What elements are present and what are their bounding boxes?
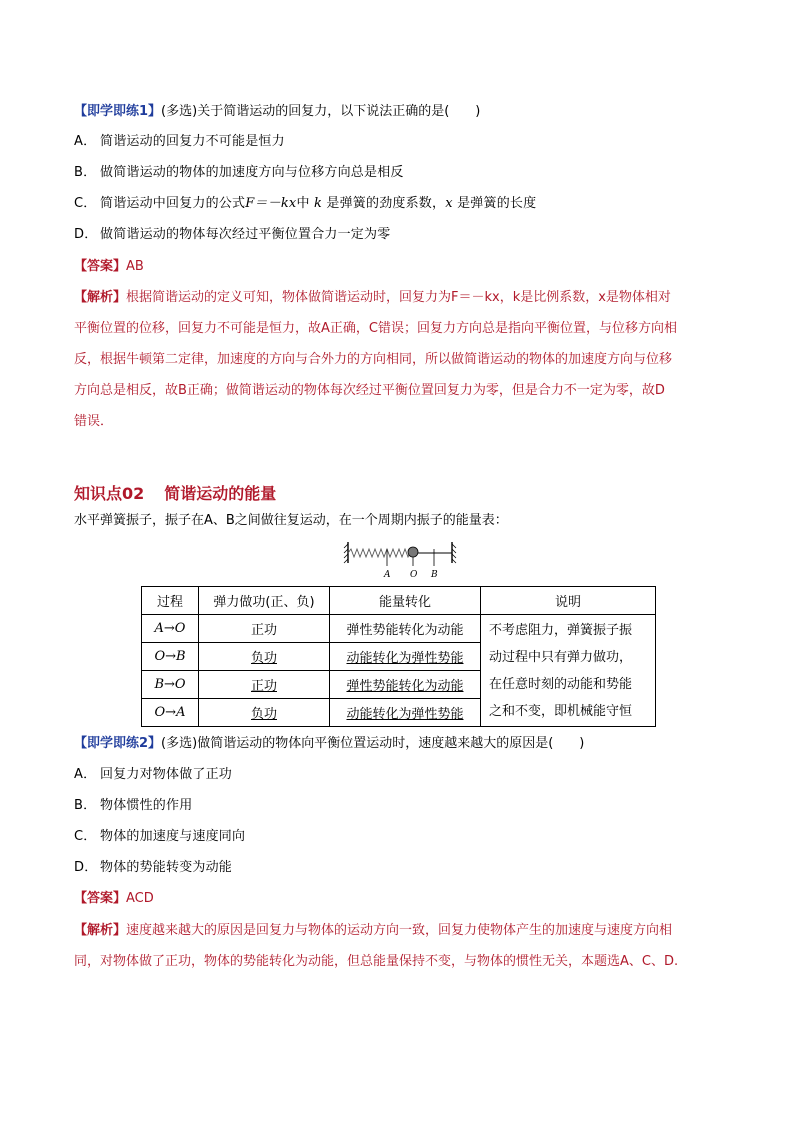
q1-tag: 【即学即练1】 bbox=[74, 104, 162, 119]
analysis-tag: 【解析】 bbox=[74, 923, 127, 938]
q2-option-a bbox=[74, 766, 232, 784]
analysis-line: 平衡位置的位移，回复力不可能是恒力，故A正确，C错误；回复力方向总是指向平衡位置，与位移方向相 bbox=[74, 321, 677, 336]
option-letter: C． bbox=[74, 829, 97, 844]
label-b: B bbox=[431, 570, 438, 580]
option-text: 简谐运动的回复力不可能是恒力 bbox=[100, 134, 285, 149]
q1-analysis bbox=[74, 282, 720, 437]
cell-work: 正功 bbox=[199, 615, 330, 643]
cell-note bbox=[481, 615, 656, 727]
energy-table bbox=[141, 586, 656, 727]
option-text: 做简谐运动的物体的加速度方向与位移方向总是相反 bbox=[100, 165, 404, 180]
option-text: 做简谐运动的物体每次经过平衡位置合力一定为零 bbox=[100, 227, 391, 242]
q1-answer bbox=[74, 258, 144, 276]
q1-option-a bbox=[74, 133, 285, 151]
option-text: 物体的势能转变为动能 bbox=[100, 860, 233, 875]
header-work: 弹力做功(正、负) bbox=[199, 587, 330, 615]
option-text: 是弹簧的长度 bbox=[457, 196, 537, 211]
option-letter: B． bbox=[74, 798, 97, 813]
q2-analysis bbox=[74, 915, 720, 977]
q2-option-b bbox=[74, 797, 192, 815]
option-text: 简谐运动中回复力的公式 bbox=[100, 196, 246, 211]
option-text: 回复力对物体做了正功 bbox=[100, 767, 233, 782]
note-line: 不考虑阻力，弹簧振子振 bbox=[489, 623, 633, 638]
spring bbox=[348, 549, 410, 557]
header-process: 过程 bbox=[142, 587, 199, 615]
cell-conversion: 动能转化为弹性势能 bbox=[330, 699, 481, 727]
answer-value: ACD bbox=[126, 891, 154, 906]
section-intro: 水平弹簧振子，振子在A、B之间做往复运动，在一个周期内振子的能量表： bbox=[74, 513, 508, 528]
label-a: A bbox=[384, 570, 391, 580]
analysis-line: 方向总是相反，故B正确；做简谐运动的物体每次经过平衡位置回复力为零，但是合力不一定为零，故D bbox=[74, 383, 665, 398]
analysis-line: 根据简谐运动的定义可知，物体做简谐运动时，回复力为F＝－kx，k是比例系数，x是物体相对 bbox=[126, 290, 671, 305]
section-name: 简谐运动的能量 bbox=[164, 484, 277, 503]
note-line: 之和不变，即机械能守恒 bbox=[489, 704, 633, 719]
analysis-tag: 【解析】 bbox=[74, 290, 127, 305]
cell-conversion: 动能转化为弹性势能 bbox=[330, 643, 481, 671]
q1-option-d bbox=[74, 226, 390, 244]
cell-work: 负功 bbox=[199, 643, 330, 671]
q1-option-c bbox=[74, 195, 536, 213]
variable-k: k bbox=[313, 196, 323, 211]
option-letter: C． bbox=[74, 196, 97, 211]
cell-work: 正功 bbox=[199, 671, 330, 699]
cell-conversion: 弹性势能转化为动能 bbox=[330, 671, 481, 699]
variable-x: x bbox=[445, 196, 453, 211]
q2-option-d bbox=[74, 859, 232, 877]
q2-stem-line bbox=[74, 735, 584, 753]
option-letter: D． bbox=[74, 227, 98, 242]
note-line: 动过程中只有弹力做功， bbox=[489, 650, 633, 665]
option-letter: D． bbox=[74, 860, 98, 875]
answer-value: AB bbox=[126, 259, 144, 274]
table-row bbox=[142, 615, 656, 643]
cell-process: B→O bbox=[142, 671, 199, 699]
cell-process: O→A bbox=[142, 699, 199, 727]
header-note: 说明 bbox=[481, 587, 656, 615]
option-letter: A． bbox=[74, 767, 97, 782]
cell-conversion: 弹性势能转化为动能 bbox=[330, 615, 481, 643]
option-text: 是弹簧的劲度系数， bbox=[326, 196, 446, 211]
q2-option-c bbox=[74, 828, 245, 846]
option-text: 物体惯性的作用 bbox=[100, 798, 193, 813]
cell-process: O→B bbox=[142, 643, 199, 671]
section-number: 知识点02 bbox=[74, 484, 145, 503]
q1-stem: (多选)关于简谐运动的回复力，以下说法正确的是( ) bbox=[161, 104, 481, 119]
answer-tag: 【答案】 bbox=[74, 891, 127, 906]
header-conversion: 能量转化 bbox=[330, 587, 481, 615]
note-line: 在任意时刻的动能和势能 bbox=[489, 677, 633, 692]
cell-work: 负功 bbox=[199, 699, 330, 727]
table-header-row bbox=[142, 587, 656, 615]
analysis-line: 速度越来越大的原因是回复力与物体的运动方向一致，回复力使物体产生的加速度与速度方向相 bbox=[126, 923, 673, 938]
analysis-line: 反，根据牛顿第二定律，加速度的方向与合外力的方向相同，所以做简谐运动的物体的加速度方向与位移 bbox=[74, 352, 673, 367]
analysis-line: 同，对物体做了正功，物体的势能转化为动能，但总能量保持不变，与物体的惯性无关，本题选A、C、D. bbox=[74, 954, 679, 969]
q2-answer bbox=[74, 890, 154, 908]
spring-oscillator-figure bbox=[342, 539, 462, 581]
option-letter: A． bbox=[74, 134, 97, 149]
answer-tag: 【答案】 bbox=[74, 259, 127, 274]
q2-stem: (多选)做简谐运动的物体向平衡位置运动时，速度越来越大的原因是( ) bbox=[161, 736, 585, 751]
label-o: O bbox=[410, 570, 418, 580]
q2-tag: 【即学即练2】 bbox=[74, 736, 162, 751]
section-title bbox=[74, 481, 276, 504]
q1-option-b bbox=[74, 164, 404, 182]
analysis-line: 错误． bbox=[74, 414, 114, 429]
q1-stem-line bbox=[74, 103, 480, 121]
formula: F＝－kx bbox=[245, 196, 297, 211]
option-text: 物体的加速度与速度同向 bbox=[100, 829, 246, 844]
option-letter: B． bbox=[74, 165, 97, 180]
cell-process: A→O bbox=[142, 615, 199, 643]
option-text: 中 bbox=[296, 196, 310, 211]
oscillator-ball bbox=[408, 547, 418, 557]
